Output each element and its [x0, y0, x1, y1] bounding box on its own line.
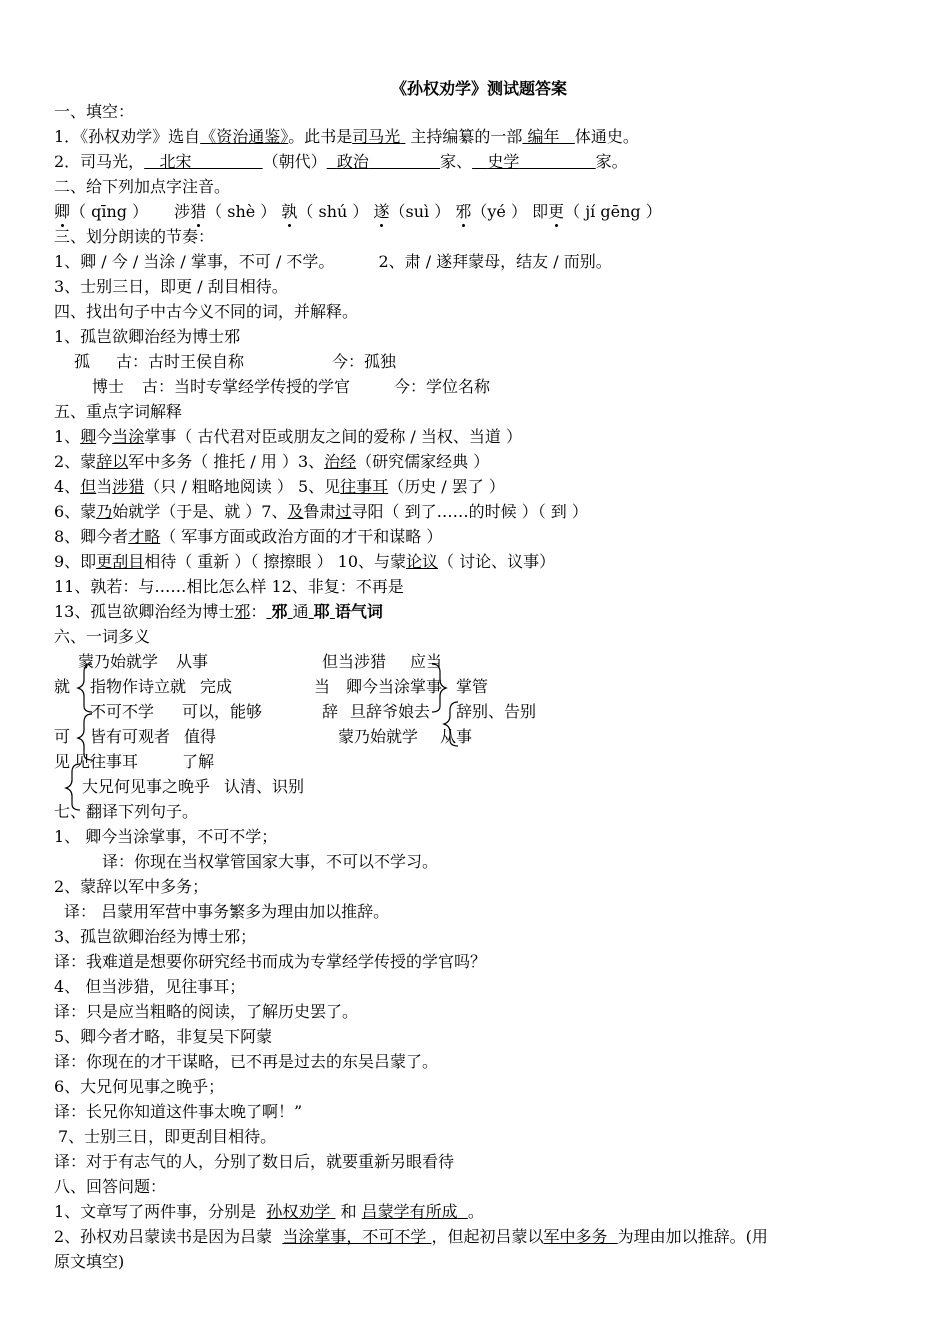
polysemy-ke-1: 不可不学 可以，能够 — [90, 702, 263, 721]
polysemy-jiu-2: 指物作诗立就 完成 — [90, 677, 233, 696]
polysemy-jian-2: 大兄何见事之晚乎 认清、识别 — [82, 777, 305, 796]
meaning-sentence: 1、孤岂欲卿治经为博士邪 — [54, 327, 241, 346]
pinyin-line: 卿（ qīng ） 涉猎（ shè ） 孰（ shú ） 遂（suì ） 邪（yé ） 即更（ jí gēng ） — [54, 202, 662, 221]
word-item-13: 13、孤岂欲卿治经为博士邪： 邪 通 耶 语气词 — [54, 602, 383, 621]
answer-question-2: 2、孙权劝吕蒙读书是因为吕蒙 当涂掌事，不可不学 ，但起初吕蒙以军中多务 为理由加以推辞。(用 — [54, 1227, 768, 1246]
section-8-heading: 八、回答问题： — [54, 1177, 167, 1196]
polysemy-dang-2: 卿今当涂掌事 掌管 — [346, 677, 489, 696]
word-item-4: 4、但当涉猎（只 / 粗略地阅读 ） 5、见往事耳（历史 / 罢了 ） — [54, 477, 505, 496]
polysemy-ke-key: 可 — [54, 727, 71, 746]
translate-line: 译：长兄你知道这件事太晚了啊！” — [54, 1102, 303, 1121]
meaning-boshi: 博士 古：当时专掌经学传授的学官 今：学位名称 — [92, 377, 491, 396]
polysemy-jiu-1: 蒙乃始就学 从事 — [78, 652, 209, 671]
translate-line: 译： 吕蒙用军营中事务繁多为理由加以推辞。 — [64, 902, 390, 921]
word-item-1: 1、卿今当涂掌事（ 古代君对臣或朋友之间的爱称 / 当权、当道 ） — [54, 427, 522, 446]
translate-line: 4、 但当涉猎，见往事耳； — [54, 977, 246, 996]
section-4-heading: 四、找出句子中古今义不同的词，并解释。 — [54, 302, 359, 321]
translate-line: 译：你现在的才干谋略，已不再是过去的东吴吕蒙了。 — [54, 1052, 439, 1071]
rhythm-line-1: 1、卿 / 今 / 当涂 / 掌事，不可 / 不学。 2、肃 / 遂拜蒙母，结友 / 而别。 — [54, 252, 612, 271]
section-2-heading: 二、给下列加点字注音。 — [54, 177, 231, 196]
translate-line: 6、大兄何见事之晚乎； — [54, 1077, 225, 1096]
translate-line: 3、孤岂欲卿治经为博士邪； — [54, 927, 257, 946]
translate-line: 2、蒙辞以军中多务； — [54, 877, 209, 896]
word-item-6: 6、蒙乃始就学（于是、就 ）7、及鲁肃过寻阳（ 到了……的时候 ）（ 到 ） — [54, 502, 588, 521]
word-item-11: 11、孰若：与……相比怎么样 12、非复：不再是 — [54, 577, 404, 596]
polysemy-ci-key: 辞 — [322, 702, 339, 721]
polysemy-ci-1: 旦辞爷娘去 辞别、告别 — [350, 702, 537, 721]
translate-line: 1、 卿今当涂掌事，不可不学； — [54, 827, 278, 846]
translate-line: 译：只是应当粗略的阅读，了解历史罢了。 — [54, 1002, 359, 1021]
translate-line: 5、卿今者才略，非复吴下阿蒙 — [54, 1027, 273, 1046]
word-item-9: 9、即更刮目相待（ 重新 ）（ 擦擦眼 ） 10、与蒙论议（ 讨论、议事） — [54, 552, 556, 571]
polysemy-dang-key: 当 — [314, 677, 331, 696]
answer-question-2-cont: 原文填空) — [54, 1252, 125, 1271]
polysemy-jian-1: 见往事耳 了解 — [74, 752, 215, 771]
translate-line: 译：我难道是想要你研究经书而成为专掌经学传授的学官吗？ — [54, 952, 487, 971]
polysemy-ke-2: 皆有可观者 值得 — [90, 727, 217, 746]
translate-line: 译：对于有志气的人，分别了数日后，就要重新另眼看待 — [54, 1152, 455, 1171]
polysemy-jiu-key: 就 — [54, 677, 71, 696]
polysemy-jian-key: 见 — [54, 752, 71, 771]
fill-question-1: 1．《孙权劝学》选自《资治通鉴》。此书是司马光 主持编纂的一部 编年 体通史。 — [54, 127, 639, 146]
document-title: 《孙权劝学》测试题答案 — [390, 79, 567, 98]
section-6-heading: 六、一词多义 — [54, 627, 151, 646]
translate-line: 7、士别三日，即更刮目相待。 — [58, 1127, 277, 1146]
section-7-heading: 七、翻译下列句子。 — [54, 802, 199, 821]
fill-question-2: 2．司马光， 北宋 （朝代） 政治 家、 史学 家。 — [54, 152, 628, 171]
answer-question-1: 1、文章写了两件事，分别是 孙权劝学 和 吕蒙学有所成 。 — [54, 1202, 484, 1221]
word-item-8: 8、卿今者才略（ 军事方面或政治方面的才干和谋略 ） — [54, 527, 443, 546]
rhythm-line-2: 3、士别三日，即更 / 刮目相待。 — [54, 277, 288, 296]
polysemy-ci-2: 蒙乃始就学 从事 — [338, 727, 473, 746]
meaning-gu: 孤 古：古时王侯自称 今：孤独 — [74, 352, 397, 371]
polysemy-dang-1: 但当涉猎 应当 — [322, 652, 443, 671]
section-1-heading: 一、填空： — [54, 102, 135, 121]
section-3-heading: 三、划分朗读的节奏： — [54, 227, 215, 246]
word-item-2: 2、蒙辞以军中多务（ 推托 / 用 ）3、治经（研究儒家经典 ） — [54, 452, 490, 471]
section-5-heading: 五、重点字词解释 — [54, 402, 183, 421]
translate-line: 译：你现在当权掌管国家大事，不可以不学习。 — [102, 852, 439, 871]
